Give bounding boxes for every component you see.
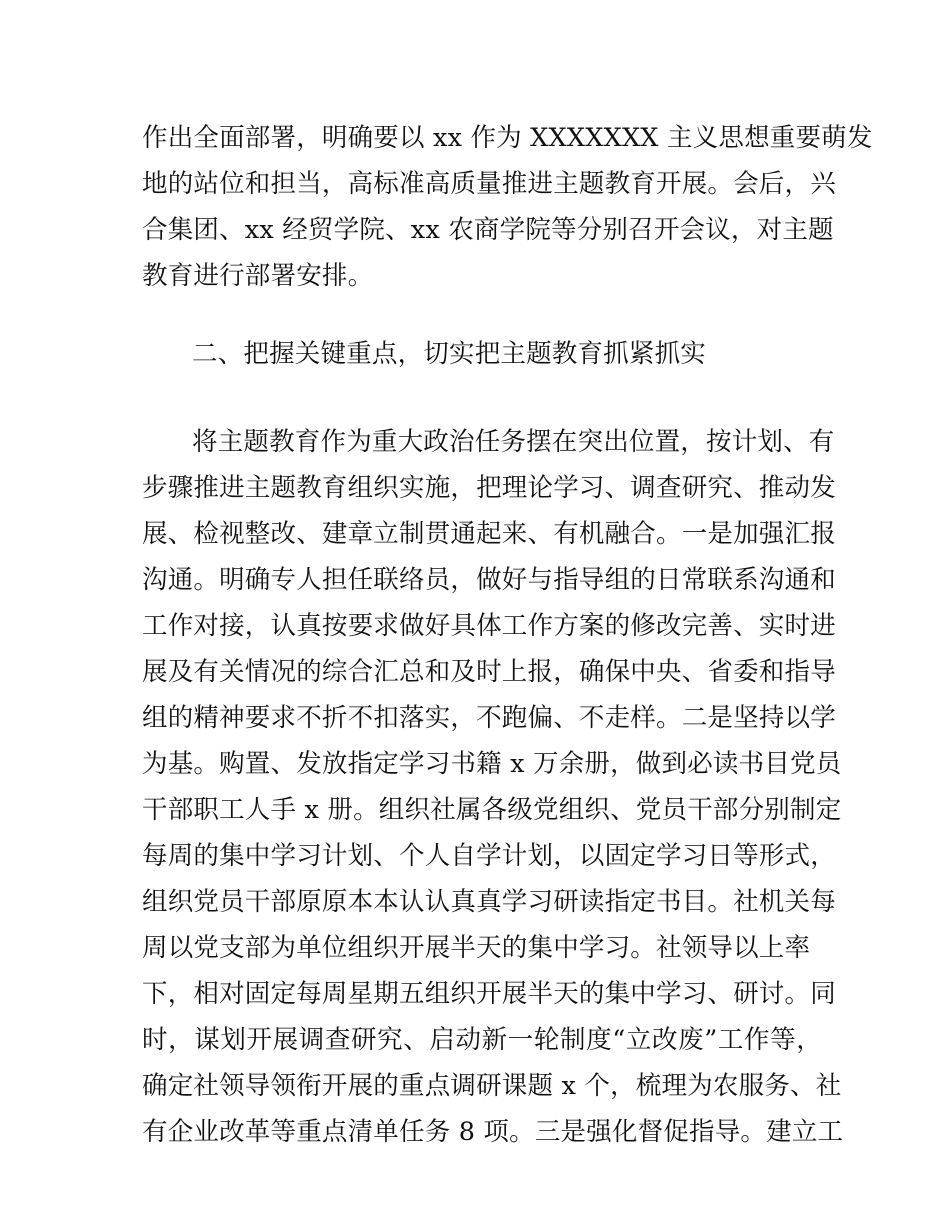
text-line: 合集团、xx 经贸学院、xx 农商学院等分别召开会议，对主题 bbox=[142, 215, 834, 245]
text-line: 有企业改革等重点清单任务 8 项。三是强化督促指导。建立工 bbox=[142, 1117, 844, 1147]
text-line: 作出全面部署，明确要以 xx 作为 XXXXXXX 主义思想重要萌发 bbox=[142, 123, 873, 153]
text-line: 为基。购置、发放指定学习书籍 x 万余册，做到必读书目党员 bbox=[142, 749, 842, 779]
text-line: 展及有关情况的综合汇总和及时上报，确保中央、省委和指导 bbox=[142, 657, 836, 687]
text-line: 教育进行部署安排。 bbox=[142, 261, 374, 291]
text-line: 步骤推进主题教育组织实施，把理论学习、调查研究、推动发 bbox=[142, 473, 836, 503]
text-line: 确定社领导领衔开展的重点调研课题 x 个，梳理为农服务、社 bbox=[142, 1071, 842, 1101]
text-line: 展、检视整改、建章立制贯通起来、有机融合。一是加强汇报 bbox=[142, 519, 836, 549]
text-line: 时，谋划开展调查研究、启动新一轮制度“立改废”工作等， bbox=[142, 1025, 822, 1055]
text-line: 干部职工人手 x 册。组织社属各级党组织、党员干部分别制定 bbox=[142, 795, 842, 825]
text-line: 工作对接，认真按要求做好具体工作方案的修改完善、实时进 bbox=[142, 611, 836, 641]
text-line: 下，相对固定每周星期五组织开展半天的集中学习、研讨。同 bbox=[142, 979, 836, 1009]
text-line: 组织党员干部原原本本认认真真学习研读指定书目。社机关每 bbox=[142, 887, 836, 917]
text-line: 周以党支部为单位组织开展半天的集中学习。社领导以上率 bbox=[142, 933, 811, 963]
text-line: 每周的集中学习计划、个人自学计划，以固定学习日等形式， bbox=[142, 841, 836, 871]
text-line: 将主题教育作为重大政治任务摆在突出位置，按计划、有 bbox=[192, 427, 835, 457]
text-line: 地的站位和担当，高标准高质量推进主题教育开展。会后，兴 bbox=[142, 169, 836, 199]
section-heading: 二、把握关键重点，切实把主题教育抓紧抓实 bbox=[192, 339, 707, 369]
text-line: 组的精神要求不折不扣落实，不跑偏、不走样。二是坚持以学 bbox=[142, 703, 836, 733]
text-line: 沟通。明确专人担任联络员，做好与指导组的日常联系沟通和 bbox=[142, 565, 836, 595]
